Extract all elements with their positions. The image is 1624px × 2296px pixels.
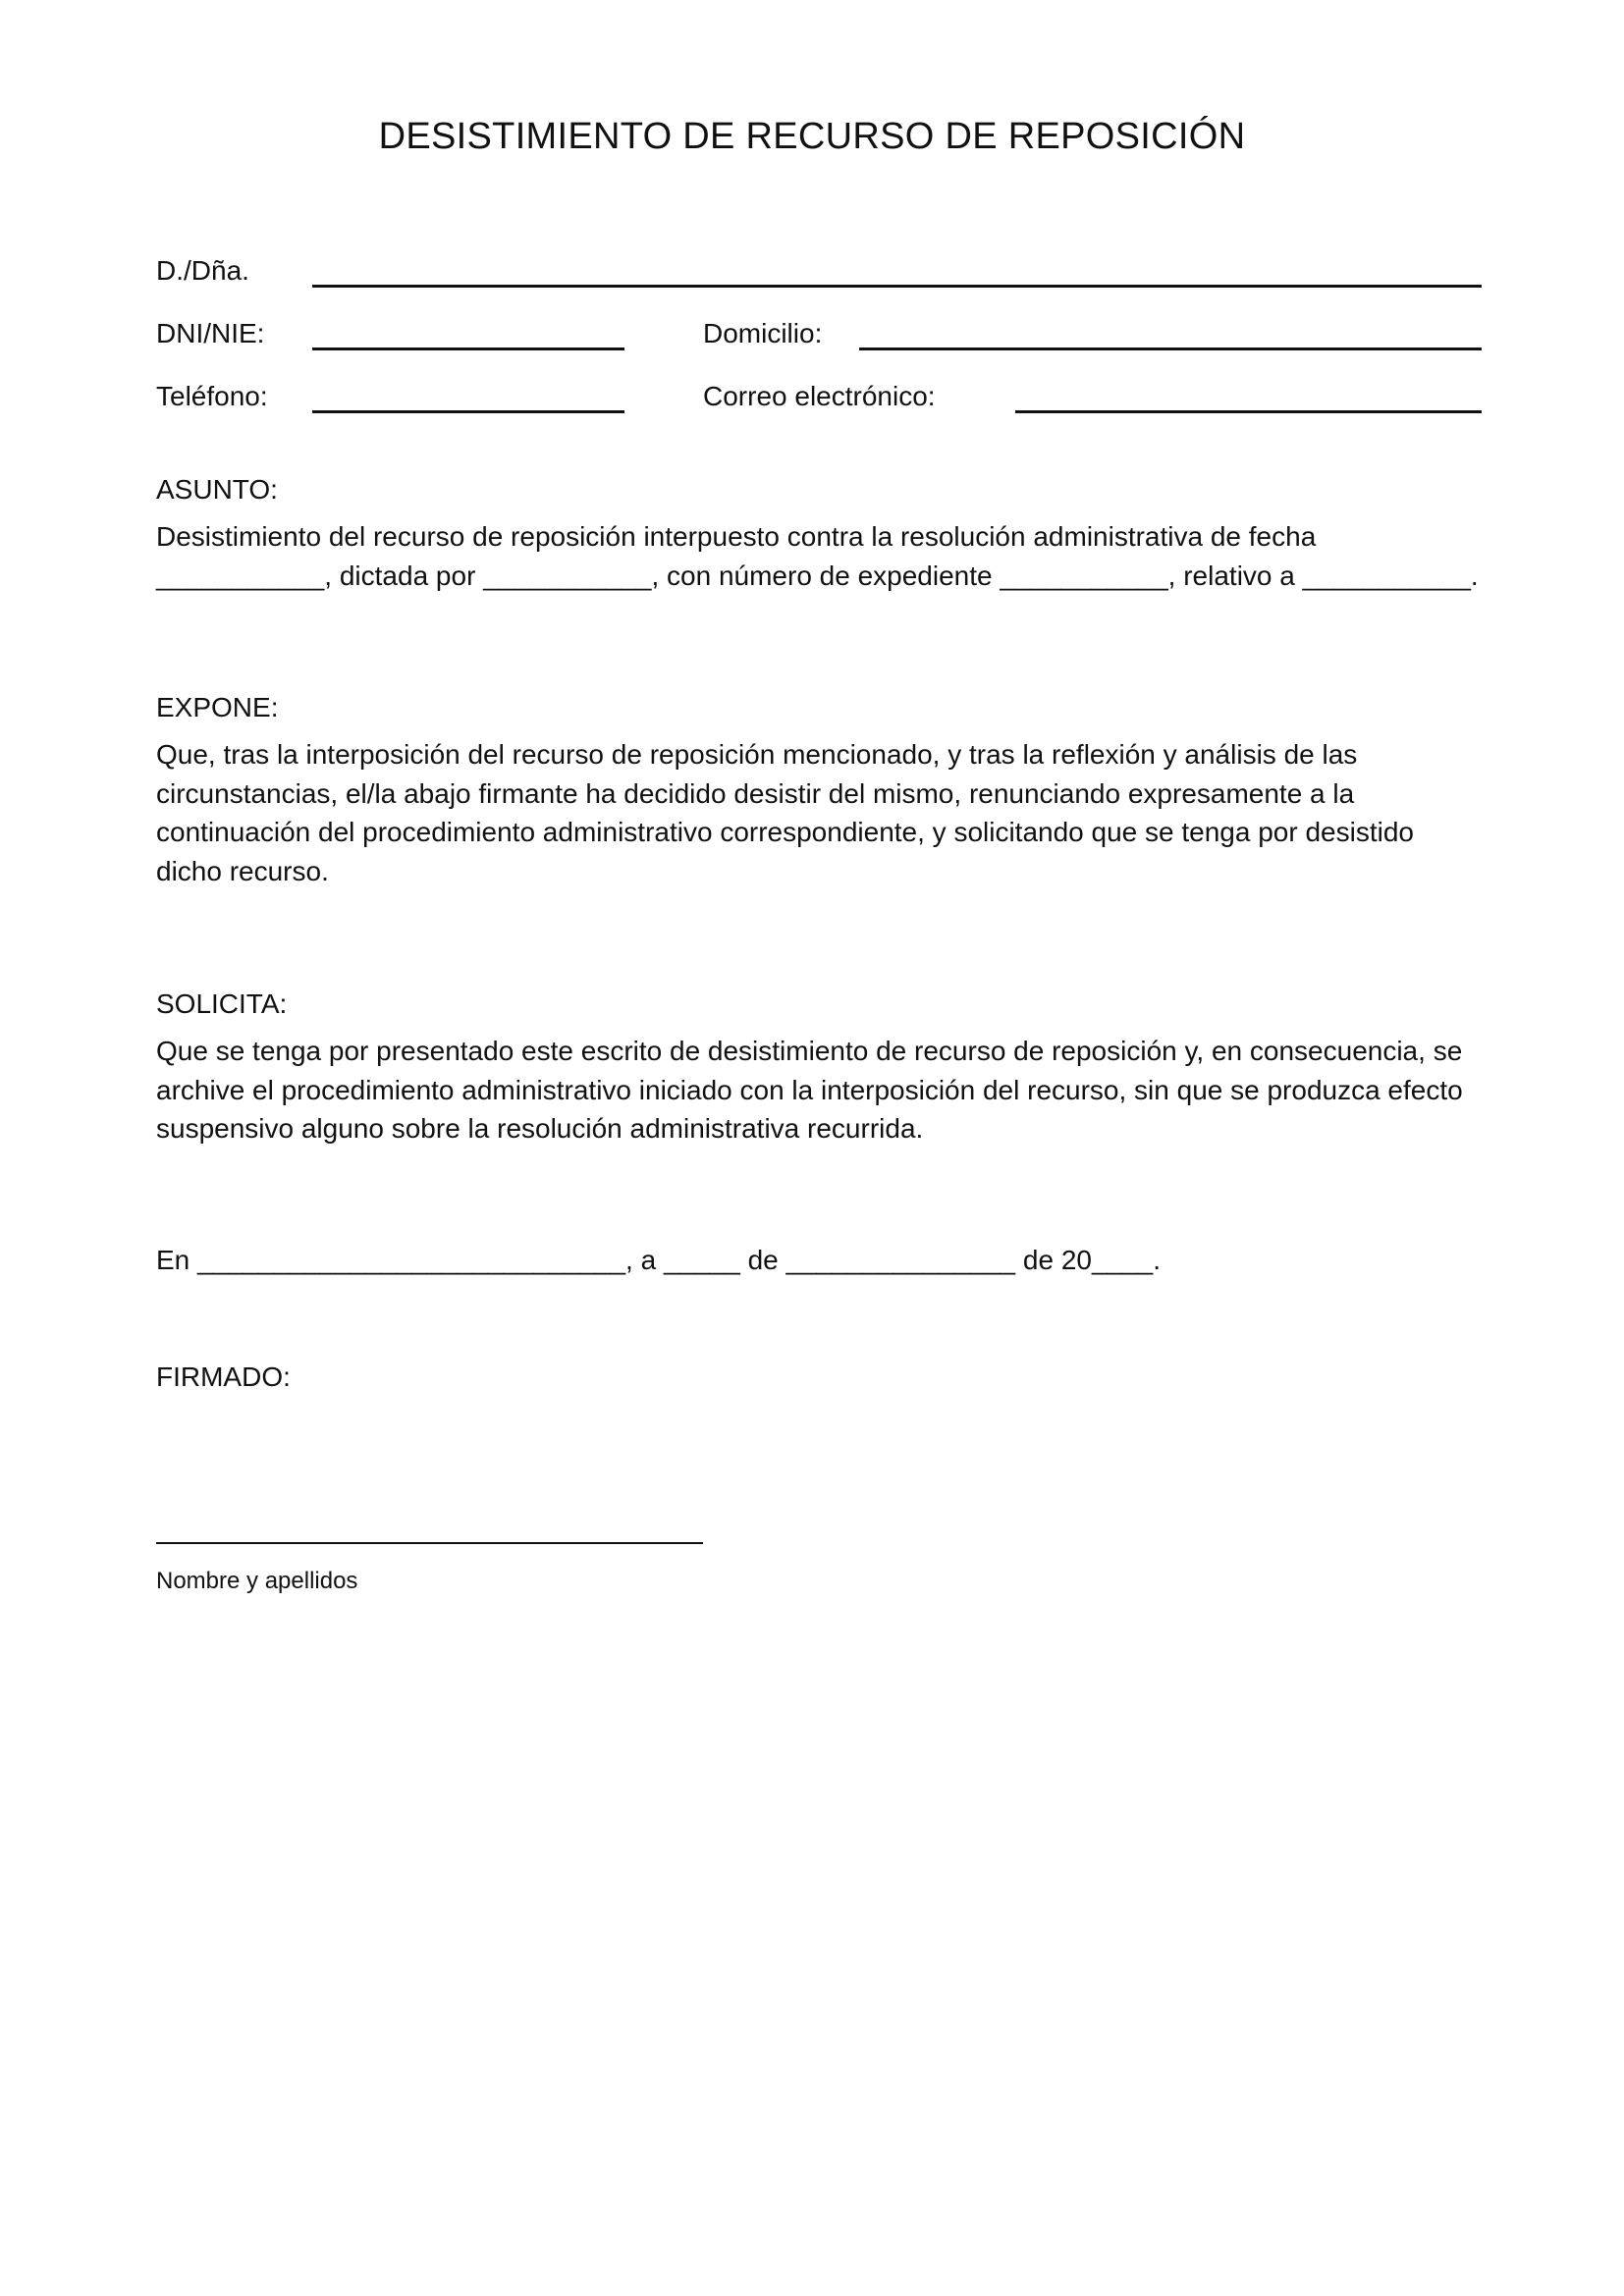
dni-label: DNI/NIE:	[156, 318, 265, 348]
expone-line: continuación del procedimiento administrativo correspondiente, y solicitando que se tenga por desistido	[156, 817, 1414, 847]
asunto-paragraph	[156, 517, 1491, 595]
address-label: Domicilio:	[703, 318, 823, 348]
solicita-heading: SOLICITA:	[156, 988, 288, 1019]
expone-line: circunstancias, el/la abajo firmante ha decidido desistir del mismo, renunciando expresamente a la	[156, 777, 1355, 809]
email-field[interactable]	[1015, 410, 1482, 413]
signature-line[interactable]	[156, 1542, 703, 1544]
solicita-line: suspensivo alguno sobre la resolución administrativa recurrida.	[156, 1113, 924, 1144]
phone-label: Teléfono:	[156, 381, 268, 411]
name-label: D./Dña.	[156, 255, 249, 286]
address-field[interactable]	[859, 347, 1482, 350]
expone-paragraph	[156, 735, 1491, 890]
asunto-line: Desistimiento del recurso de reposición interpuesto contra la resolución administrativa de fecha	[156, 521, 1317, 552]
solicita-paragraph	[156, 1032, 1491, 1148]
asunto-heading: ASUNTO:	[156, 474, 278, 505]
date-line[interactable]: En ____________________________, a _____ de _______________ de 20____.	[156, 1245, 1162, 1275]
dni-field[interactable]	[312, 347, 624, 350]
signed-label: FIRMADO:	[156, 1362, 291, 1392]
solicita-line: Que se tenga por presentado este escrito de desistimiento de recurso de reposición y, en consecuencia, se	[156, 1036, 1463, 1066]
expone-heading: EXPONE:	[156, 692, 279, 722]
asunto-line: ___________, dictada por ___________, con número de expediente ___________, relativo a ___________.	[156, 560, 1479, 591]
expone-line: dicho recurso.	[156, 855, 329, 886]
document-title: DESISTIMIENTO DE RECURSO DE REPOSICIÓN	[378, 116, 1246, 157]
signature-caption: Nombre y apellidos	[156, 1568, 358, 1594]
phone-field[interactable]	[312, 410, 624, 413]
expone-line: Que, tras la interposición del recurso de reposición mencionado, y tras la reflexión y análisis de las	[156, 739, 1358, 770]
solicita-line: archive el procedimiento administrativo iniciado con la interposición del recurso, sin que se produzca efecto	[156, 1074, 1463, 1105]
email-label: Correo electrónico:	[703, 381, 936, 411]
name-field[interactable]	[312, 285, 1482, 288]
